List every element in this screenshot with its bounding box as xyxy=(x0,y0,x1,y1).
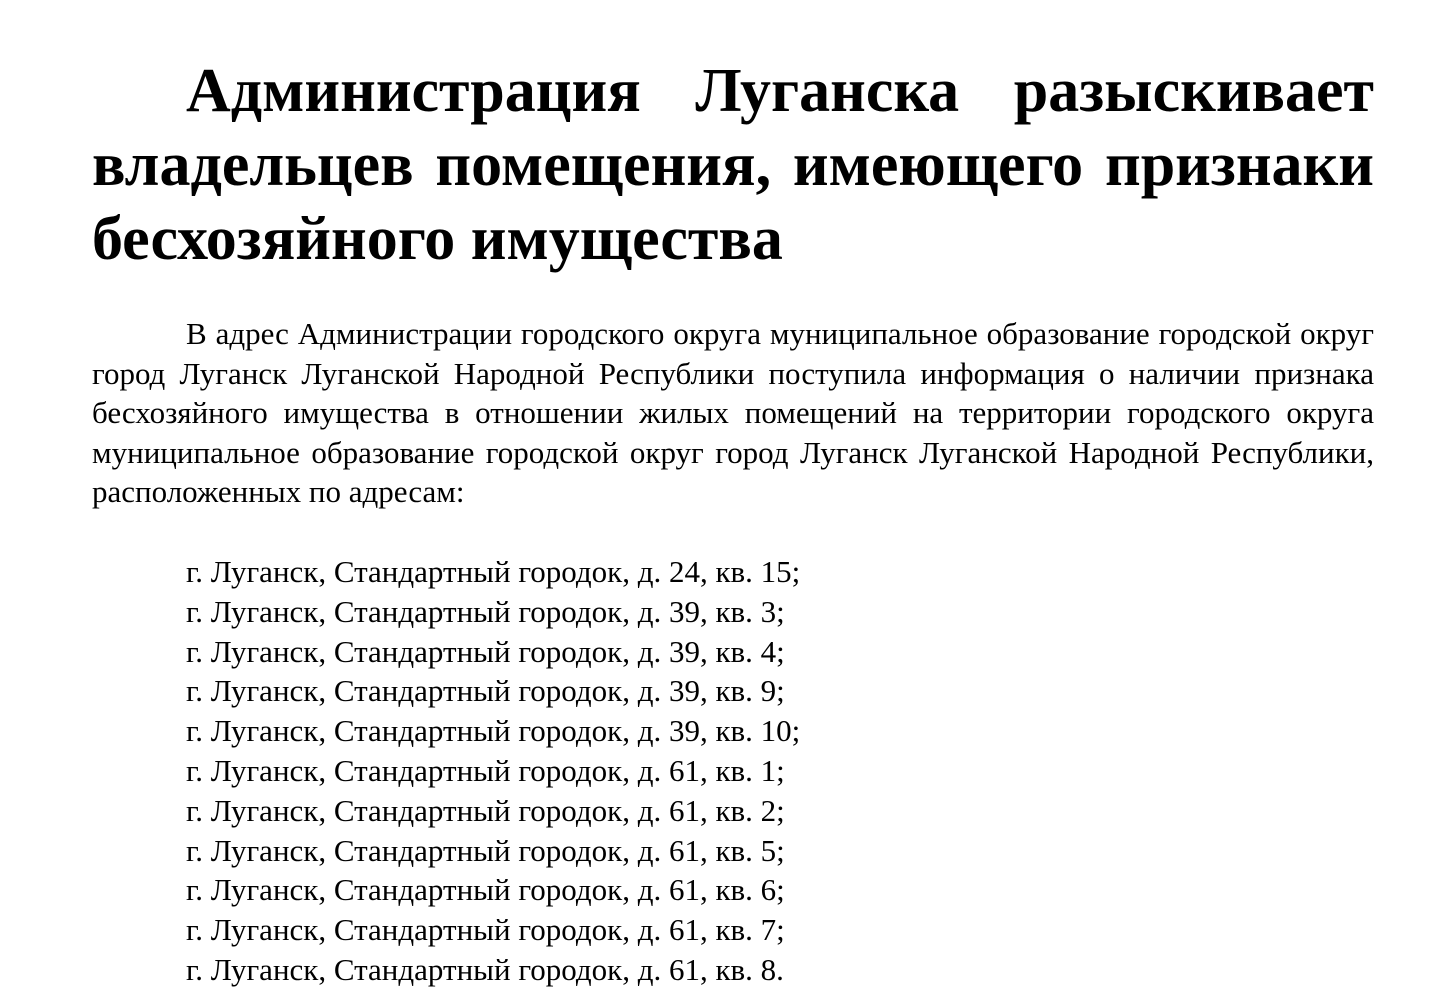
article-intro-paragraph: В адрес Администрации городского округа муниципальное образование городской округ город Луганск Луганской Народной Республики поступила информация о наличии признака бесхозяйного имущества в отношении жилых помещений на территории городского округа муниципальное образование городской округ город Луганск Луганской Народной Республики, расположенных по адресам: xyxy=(92,316,1374,510)
address-list-item: г. Луганск, Стандартный городок, д. 61, кв. 1; xyxy=(186,752,785,788)
address-list-item: г. Луганск, Стандартный городок, д. 61, кв. 7; xyxy=(186,912,785,948)
address-list-item: г. Луганск, Стандартный городок, д. 24, кв. 15; xyxy=(186,553,801,589)
address-list-item: г. Луганск, Стандартный городок, д. 61, кв. 6; xyxy=(186,872,785,908)
address-list-item: г. Луганск, Стандартный городок, д. 61, кв. 5; xyxy=(186,832,785,868)
address-list-item: г. Луганск, Стандартный городок, д. 39, кв. 4; xyxy=(186,633,785,669)
address-list-item: г. Луганск, Стандартный городок, д. 39, кв. 10; xyxy=(186,713,801,749)
address-list-item: г. Луганск, Стандартный городок, д. 39, кв. 9; xyxy=(186,673,785,709)
address-list-item: г. Луганск, Стандартный городок, д. 39, кв. 3; xyxy=(186,593,785,629)
document-page xyxy=(92,54,1374,990)
article-headline: Администрация Луганска разыскивает владельцев помещения, имеющего признаки бесхозяйного имущества xyxy=(92,57,1374,273)
address-list-item: г. Луганск, Стандартный городок, д. 61, кв. 2; xyxy=(186,792,785,828)
address-list xyxy=(92,552,1374,990)
address-list-item: г. Луганск, Стандартный городок, д. 61, кв. 8. xyxy=(186,951,784,987)
